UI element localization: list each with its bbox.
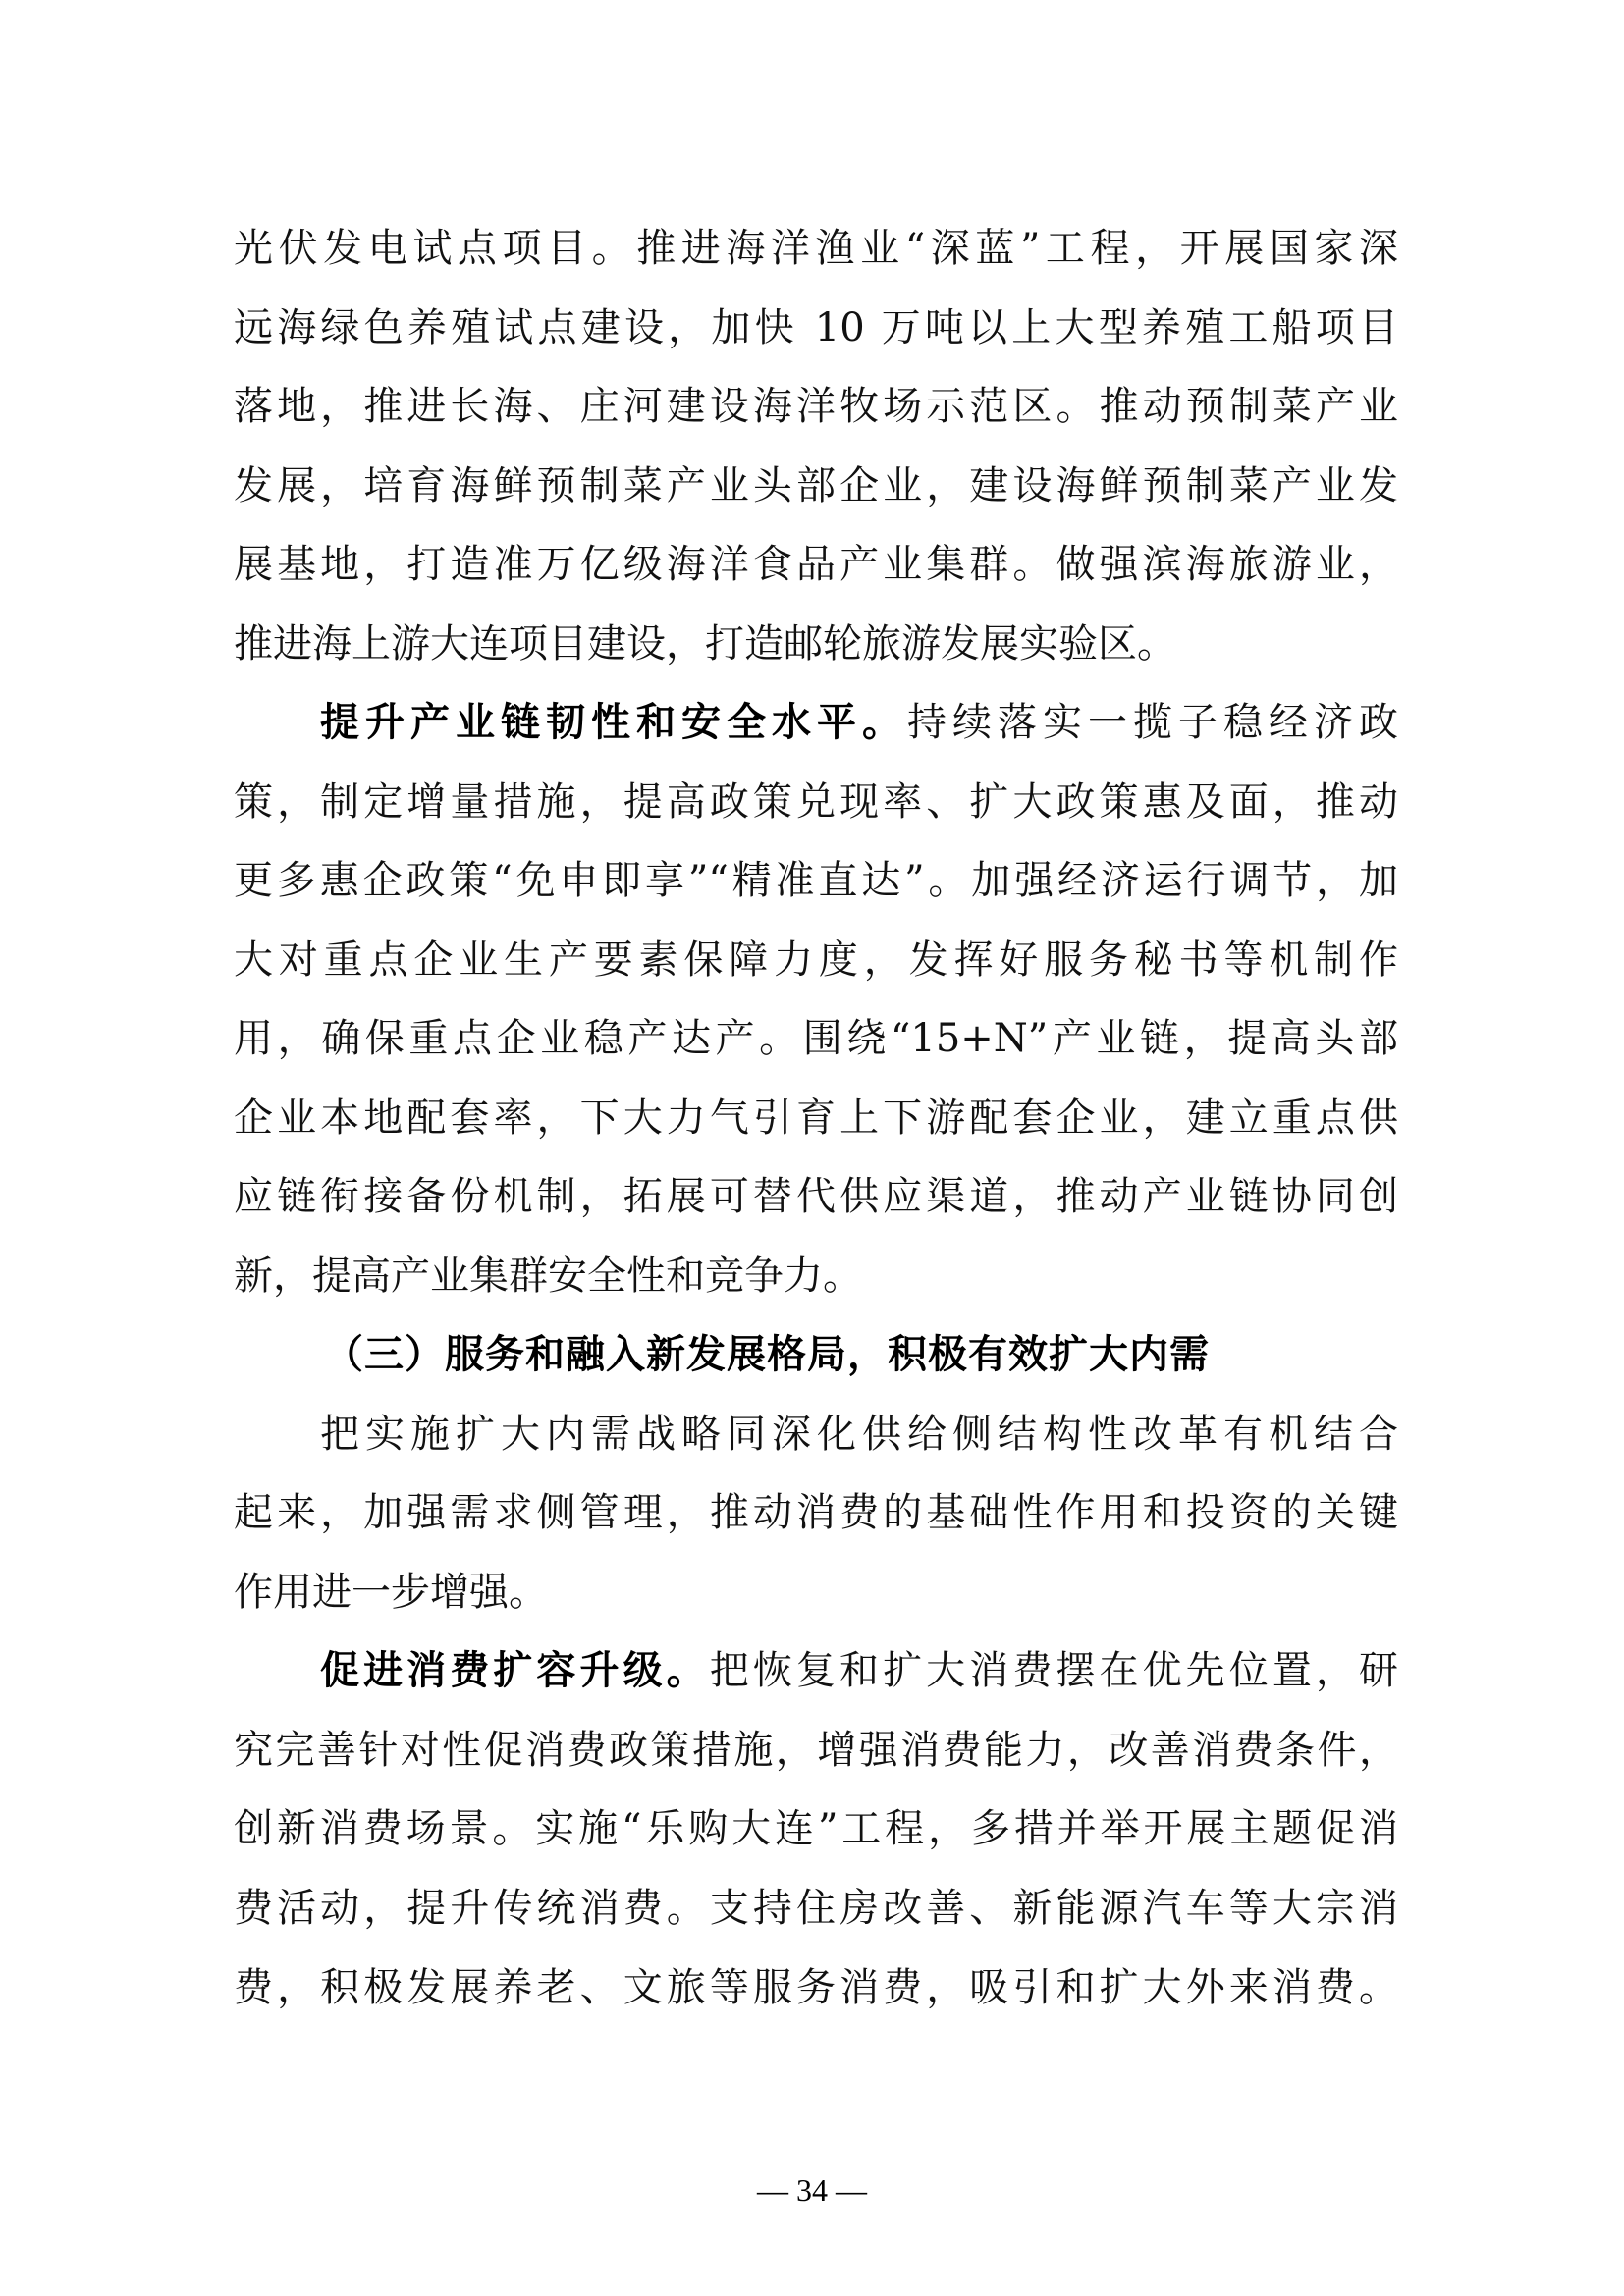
paragraph-line: 作用进一步增强。 bbox=[234, 1570, 548, 1615]
paragraph-line: 创新消费场景。实施“乐购大连”工程，多措并举开展主题促消 bbox=[234, 1806, 1398, 1851]
paragraph-line bbox=[320, 1641, 1398, 1700]
paragraph-text: 持续落实一揽子稳经济政 bbox=[907, 700, 1398, 745]
paragraph-line: 把实施扩大内需战略同深化供给侧结构性改革有机结合 bbox=[320, 1412, 1398, 1457]
paragraph-line: 更多惠企政策“免申即享”“精准直达”。加强经济运行调节，加 bbox=[234, 858, 1398, 903]
paragraph-line: 用，确保重点企业稳产达产。围绕“15+N”产业链，提高头部 bbox=[234, 1016, 1398, 1061]
paragraph-line: 究完善针对性促消费政策措施，增强消费能力，改善消费条件， bbox=[234, 1728, 1398, 1773]
paragraph-line bbox=[320, 693, 1398, 752]
paragraph-text: 把恢复和扩大消费摆在优先位置，研 bbox=[709, 1648, 1398, 1693]
paragraph-line: 远海绿色养殖试点建设，加快 10 万吨以上大型养殖工船项目 bbox=[234, 305, 1398, 350]
paragraph-line: 起来，加强需求侧管理，推动消费的基础性作用和投资的关键 bbox=[234, 1490, 1398, 1535]
paragraph-line: 策，制定增量措施，提高政策兑现率、扩大政策惠及面，推动 bbox=[234, 779, 1398, 825]
paragraph-lead-heading: 提升产业链韧性和安全水平。 bbox=[320, 699, 907, 745]
paragraph-line: 发展，培育海鲜预制菜产业头部企业，建设海鲜预制菜产业发 bbox=[234, 463, 1398, 508]
paragraph-line: 展基地，打造准万亿级海洋食品产业集群。做强滨海旅游业， bbox=[234, 542, 1398, 587]
paragraph-line: 应链衔接备份机制，拓展可替代供应渠道，推动产业链协同创 bbox=[234, 1174, 1398, 1219]
page-number: — 34 — bbox=[757, 2172, 867, 2208]
paragraph-line: 费，积极发展养老、文旅等服务消费，吸引和扩大外来消费。 bbox=[234, 1965, 1398, 2010]
paragraph-line: 落地，推进长海、庄河建设海洋牧场示范区。推动预制菜产业 bbox=[234, 384, 1398, 429]
paragraph-line: 大对重点企业生产要素保障力度，发挥好服务秘书等机制作 bbox=[234, 937, 1398, 983]
section-heading: （三）服务和融入新发展格局，积极有效扩大内需 bbox=[324, 1331, 1210, 1377]
paragraph-lead-heading: 促进消费扩容升级。 bbox=[320, 1647, 710, 1693]
paragraph-line: 推进海上游大连项目建设，打造邮轮旅游发展实验区。 bbox=[234, 621, 1176, 667]
paragraph-line: 费活动，提升传统消费。支持住房改善、新能源汽车等大宗消 bbox=[234, 1886, 1398, 1931]
paragraph-line: 新，提高产业集群安全性和竞争力。 bbox=[234, 1254, 862, 1299]
paragraph-line: 光伏发电试点项目。推进海洋渔业“深蓝”工程，开展国家深 bbox=[234, 226, 1398, 271]
paragraph-line: 企业本地配套率，下大力气引育上下游配套企业，建立重点供 bbox=[234, 1095, 1398, 1141]
